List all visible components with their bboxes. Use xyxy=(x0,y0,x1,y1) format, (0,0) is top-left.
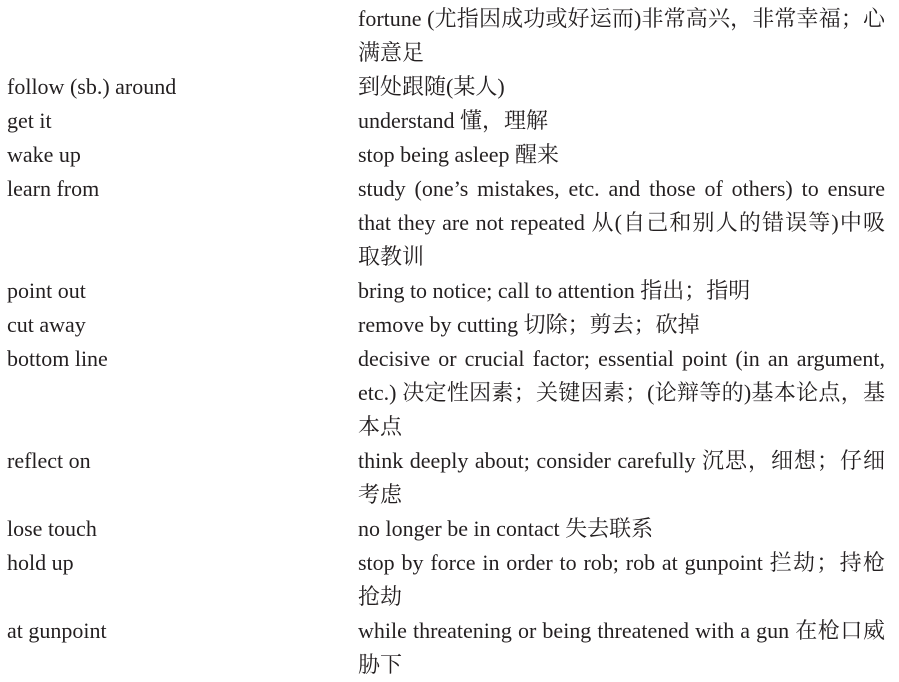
glossary-definition: think deeply about; consider carefully 沉思，细想；仔细考虑 xyxy=(358,448,885,507)
glossary-entry xyxy=(0,444,899,512)
glossary-entry xyxy=(0,104,899,138)
glossary-definition: remove by cutting 切除；剪去；砍掉 xyxy=(358,312,700,337)
glossary-term: learn from xyxy=(7,176,100,201)
glossary-term: point out xyxy=(7,278,86,303)
glossary-entry xyxy=(0,342,899,444)
glossary-entry xyxy=(0,274,899,308)
glossary-definition: stop being asleep 醒来 xyxy=(358,142,560,167)
glossary-definition: fortune (尤指因成功或好运而)非常高兴，非常幸福；心满意足 xyxy=(358,6,885,65)
glossary-term: at gunpoint xyxy=(7,618,107,643)
glossary-entry xyxy=(0,70,899,104)
glossary-term: bottom line xyxy=(7,346,108,371)
glossary-entry xyxy=(0,172,899,274)
glossary-definition: bring to notice; call to attention 指出；指明 xyxy=(358,278,751,303)
glossary-entry xyxy=(0,614,899,682)
glossary-definition: while threatening or being threatened with a gun 在枪口威胁下 xyxy=(358,618,885,677)
glossary-term: cut away xyxy=(7,312,86,337)
glossary-entry xyxy=(0,308,899,342)
glossary-definition: understand 懂，理解 xyxy=(358,108,549,133)
glossary-definition: no longer be in contact 失去联系 xyxy=(358,516,654,541)
glossary-definition: study (one’s mistakes, etc. and those of others) to ensure that they are not repeated 从(自己和别人的错误等)中吸取教训 xyxy=(358,176,885,269)
glossary-definition: 到处跟随(某人) xyxy=(358,74,505,99)
glossary-entry xyxy=(0,512,899,546)
glossary-definition: decisive or crucial factor; essential point (in an argument, etc.) 决定性因素；关键因素；(论辩等的)基本论点，基本点 xyxy=(358,346,885,439)
glossary-term: lose touch xyxy=(7,516,97,541)
glossary-definition: stop by force in order to rob; rob at gunpoint 拦劫；持枪抢劫 xyxy=(358,550,885,609)
glossary-term: reflect on xyxy=(7,448,91,473)
glossary-term: wake up xyxy=(7,142,81,167)
glossary-term: hold up xyxy=(7,550,74,575)
glossary-term: get it xyxy=(7,108,52,133)
glossary-entry xyxy=(0,546,899,614)
glossary-entry xyxy=(0,138,899,172)
glossary-term: follow (sb.) around xyxy=(7,74,177,99)
glossary-entry xyxy=(0,2,899,70)
